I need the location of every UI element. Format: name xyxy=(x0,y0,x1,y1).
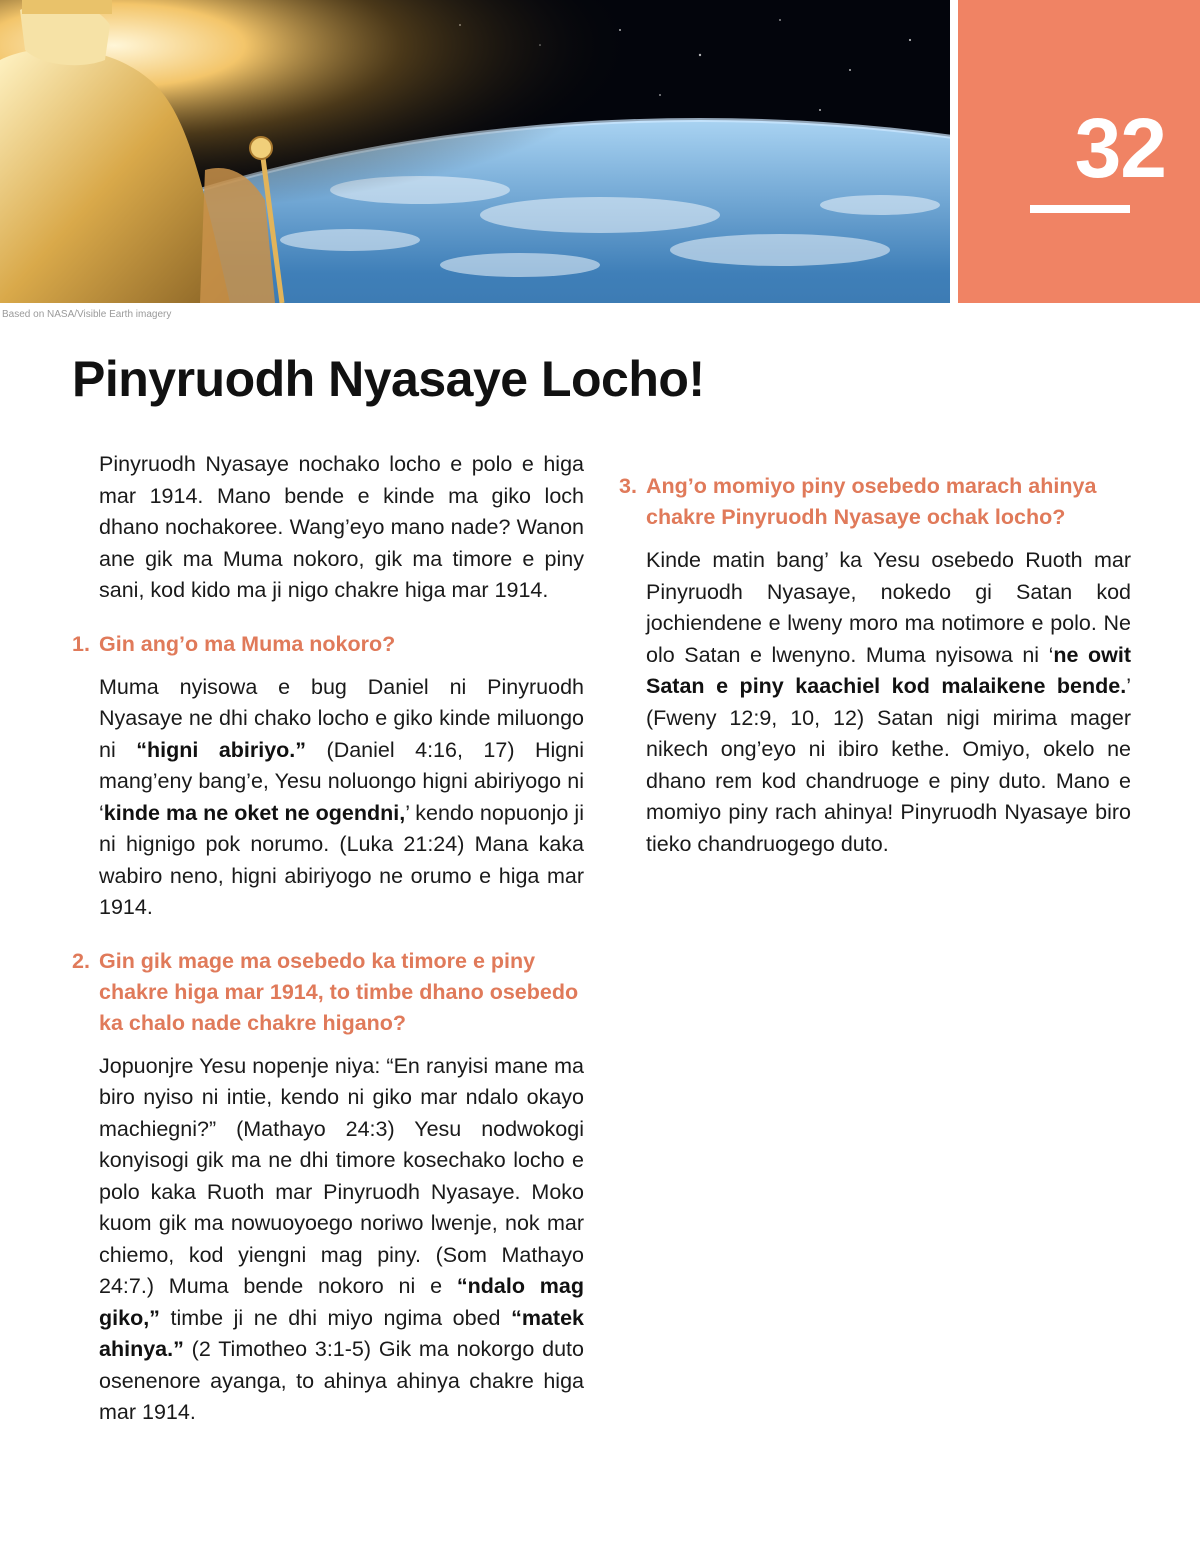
lesson-number-box xyxy=(958,0,1200,303)
answer-emphasis: ne owit Satan e piny kaachiel kod malaikene bende. xyxy=(646,642,1131,698)
earth-illustration xyxy=(0,0,950,303)
question-number: 1. xyxy=(72,631,90,656)
question-text: Gin gik mage ma osebedo ka timore e piny chakre higa mar 1914, to timbe dhano osebedo ka chalo nade chakre higano? xyxy=(99,948,579,1035)
hero-image xyxy=(0,0,950,303)
answer-text: Jopuonjre Yesu nopenje niya: “En ranyisi mane ma biro nyiso ni intie, kendo ni giko mar ndalo okayo machiegni?” (Mathayo 24:3) Yesu nodwokogi konyisogi gik ma ne dhi timore kosechako locho e polo kaka Ruoth mar Pinyruodh Nyasaye. Moko kuom gik ma nowuoyoego noriwo lwenje, nok mar chiemo, kod yiengni mag piny. (Som Mathayo 24:7.) Muma bende nokoro ni e xyxy=(99,1053,584,1298)
answer-emphasis: “ndalo mag giko,” xyxy=(99,1274,584,1330)
question-3 xyxy=(619,471,1131,533)
answer-1 xyxy=(99,672,584,924)
answer-text: ’ kendo nopuonjo ji ni hignigo pok norumo. (Luka 21:24) Mana kaka wabiro neno, higni abiriyogo ne orumo e higa mar 1914. xyxy=(99,800,584,919)
lesson-number-underline xyxy=(1030,205,1130,213)
answer-text: (2 Timotheo 3:1-5) Gik ma nokorgo duto osenenore ayanga, to ahinya ahinya chakre higa mar 1914. xyxy=(99,1337,584,1424)
image-credit: Based on NASA/Visible Earth imagery xyxy=(2,309,172,320)
intro-paragraph: Pinyruodh Nyasaye nochako locho e polo e higa mar 1914. Mano bende e kinde ma giko loch dhano nochakoree. Wang’eyo mano nade? Wanon ane gik ma Muma nokoro, gik ma timore e piny sani, kod kido ma ji nigo chakre higa mar 1914. xyxy=(99,452,584,602)
question-1 xyxy=(72,629,584,660)
question-2 xyxy=(72,946,584,1039)
question-text: Gin ang’o ma Muma nokoro? xyxy=(99,631,396,656)
answer-text: (Daniel 4:16, 17) Higni mang’eny bang’e, Yesu noluongo higni abiriyogo ni ‘ xyxy=(99,737,584,825)
answer-text: timbe ji ne dhi miyo ngima obed xyxy=(159,1305,512,1330)
answer-2 xyxy=(99,1051,584,1429)
right-column xyxy=(619,449,1131,860)
answer-text: Kinde matin bang’ ka Yesu osebedo Ruoth mar Pinyruodh Nyasaye, nokedo gi Satan kod jochiendene e lweny moro ma notimore e polo. Ne olo Satan e lwenyno. Muma nyisowa ni ‘ xyxy=(646,548,1131,667)
question-number: 2. xyxy=(72,948,90,973)
page-title: Pinyruodh Nyasaye Locho! xyxy=(72,351,705,407)
answer-text: Muma nyisowa e bug Daniel ni Pinyruodh Nyasaye ne dhi chako locho e giko kinde miluongo ni xyxy=(99,674,584,762)
answer-text: ’ (Fweny 12:9, 10, 12) Satan nigi mirima mager nikech ong’eyo ni ibiro kethe. Omiyo, okelo ne dhano rem kod chandruoge e piny duto. Mano e momiyo piny rach ahinya! Pinyruodh Nyasaye biro tieko chandruogego duto. xyxy=(646,674,1131,856)
answer-emphasis: “higni abiriyo.” xyxy=(136,737,307,762)
left-column xyxy=(72,449,584,1429)
answer-emphasis: “matek ahinya.” xyxy=(99,1305,584,1361)
question-text: Ang’o momiyo piny osebedo marach ahinya chakre Pinyruodh Nyasaye ochak locho? xyxy=(646,474,1097,529)
question-number: 3. xyxy=(619,474,637,498)
lesson-number: 32 xyxy=(1074,101,1166,195)
answer-3 xyxy=(646,545,1131,860)
answer-emphasis: kinde ma ne oket ne ogendni, xyxy=(103,800,406,825)
